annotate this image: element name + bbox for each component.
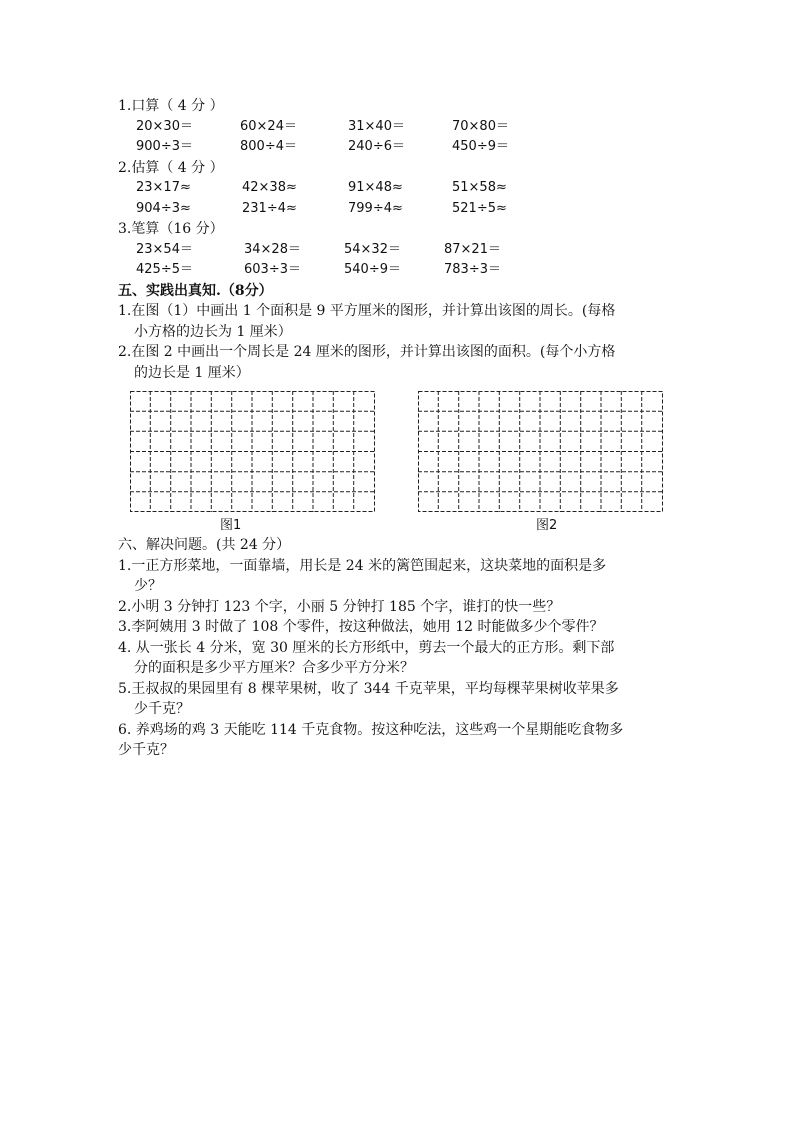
q1-item: 800÷4＝ [240,139,297,154]
q2-row-2 [118,199,678,220]
q2-item: 91×48≈ [348,180,403,195]
q2-item: 231÷4≈ [242,200,297,216]
section6-item-5 [118,679,678,720]
q3-item: 54×32＝ [344,241,401,257]
q3-row-1 [118,240,678,261]
section6-title: 六、解决问题。(共 24 分） [118,537,291,553]
q2-row-1 [118,178,678,199]
worksheet [118,96,678,761]
section6-item-5-line-1: 5.王叔叔的果园里有 8 棵苹果树，收了 344 千克苹果，平均每棵苹果树收苹果多 [118,680,619,697]
section6-item-6 [118,720,678,761]
section6-item-5-line-2: 少千克？ [134,701,190,717]
section6-item-3-line-1: 3.李阿姨用 3 时做了 108 个零件，按这种做法，她用 12 时能做多少个零件？ [118,619,604,635]
figure2-caption: 图2 [536,518,558,533]
q1-row-1 [118,117,678,138]
section5-item-1-line-2: 小方格的边长为 1 厘米） [134,323,292,340]
section6-item-6-line-2: 少千克？ [118,742,174,758]
section5-item-2-line-2: 的边长是 1 厘米） [134,364,250,381]
q3-item: 540÷9＝ [344,262,401,277]
section5-item-1 [118,301,678,342]
q2-item: 51×58≈ [452,180,507,195]
q3-item: 34×28＝ [244,241,301,257]
section5-item-2-line-1: 2.在图 2 中画出一个周长是 24 厘米的图形，并计算出该图的面积。(每个小方格 [118,344,616,360]
section5-item-2 [118,342,678,383]
q1-item: 31×40＝ [348,118,405,134]
section6-item-2 [118,597,678,618]
q2-item: 521÷5≈ [452,200,507,216]
q1-title: 1.口算（ 4 分 ） [118,98,224,114]
section6-item-1-line-2: 少？ [134,578,162,594]
section6-item-1-line-1: 1.一正方形菜地，一面靠墙，用长是 24 米的篱笆围起来，这块菜地的面积是多 [118,557,607,574]
q1-item: 60×24＝ [240,118,297,134]
q2-item: 23×17≈ [136,180,191,195]
section6-item-2-line-1: 2.小明 3 分钟打 123 个字，小丽 5 分钟打 185 个字，谁打的快一些？ [118,598,561,615]
section6-item-4-line-1: 4. 从一张长 4 分米，宽 30 厘米的长方形纸中，剪去一个最大的正方形。剩下部 [118,639,615,656]
q2-item: 42×38≈ [242,180,297,195]
figure1-caption: 图1 [220,518,242,533]
q3-item: 603÷3＝ [244,262,301,277]
section5-item-1-line-1: 1.在图（1）中画出 1 个面积是 9 平方厘米的图形，并计算出该图的周长。(每格 [118,303,616,319]
q3-row-2 [118,260,678,281]
section6-item-4-line-2: 分的面积是多少平方厘米？合多少平方分米？ [134,660,414,676]
section6-item-3 [118,617,678,638]
q1-item: 450÷9＝ [452,139,509,154]
q3-item: 87×21＝ [444,241,501,257]
q3-item: 425÷5＝ [136,262,193,277]
q2-item: 904÷3≈ [136,200,191,216]
q3-title: 3.笔算（16 分） [118,221,224,237]
q2-title: 2.估算（ 4 分 ） [118,159,224,176]
q1-item: 70×80＝ [452,118,509,134]
q3-item: 783÷3＝ [444,262,501,277]
section5-title: 五、实践出真知.（8分） [118,282,273,299]
q2-item: 799÷4≈ [348,200,403,216]
figure2-grid [418,391,664,513]
q1-row-2 [118,137,678,158]
q3-item: 23×54＝ [136,241,193,257]
section6-item-6-line-1: 6. 养鸡场的鸡 3 天能吃 114 千克食物。按这种吃法，这些鸡一个星期能吃食物多 [118,721,624,738]
q1-item: 20×30＝ [136,118,193,134]
figures [118,383,678,533]
q1-item: 900÷3＝ [136,139,193,154]
section6-item-4 [118,638,678,679]
q1-item: 240÷6＝ [348,139,405,154]
figure1-grid [130,391,376,513]
section6-item-1 [118,556,678,597]
